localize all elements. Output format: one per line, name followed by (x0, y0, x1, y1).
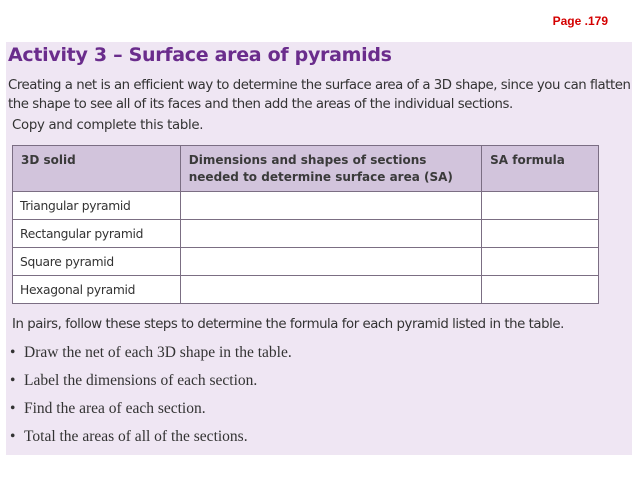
header-sa-formula: SA formula (482, 146, 599, 192)
row-formula-cell[interactable] (482, 192, 599, 220)
table-row (13, 192, 599, 220)
table-row (13, 276, 599, 304)
pairs-instruction: In pairs, follow these steps to determine the formula for each pyramid listed in the table. (12, 317, 564, 332)
header-3d-solid: 3D solid (13, 146, 181, 192)
activity-intro: Creating a net is an efficient way to determine the surface area of a 3D shape, since you can flatten the shape to see all of its faces and then add the areas of the individual sections. (8, 78, 631, 112)
table-row (13, 248, 599, 276)
row-solid: Rectangular pyramid (13, 220, 181, 248)
step-text: Label the dimensions of each section. (24, 372, 258, 389)
row-dimensions-cell[interactable] (180, 248, 481, 276)
steps-list (10, 343, 292, 455)
table-header-row (13, 146, 599, 192)
row-formula-cell[interactable] (482, 220, 599, 248)
step-text: Draw the net of each 3D shape in the table. (24, 344, 292, 361)
row-formula-cell[interactable] (482, 276, 599, 304)
bullet-icon: • (10, 372, 16, 389)
row-solid: Triangular pyramid (13, 192, 181, 220)
bullet-icon: • (10, 400, 16, 417)
step-text: Total the areas of all of the sections. (24, 428, 248, 445)
row-dimensions-cell[interactable] (180, 220, 481, 248)
activity-panel (6, 42, 632, 455)
list-item (10, 399, 292, 427)
bullet-icon: • (10, 428, 16, 445)
table-instruction: Copy and complete this table. (12, 118, 204, 133)
step-text: Find the area of each section. (24, 400, 206, 417)
page-number: Page .179 (552, 14, 608, 28)
list-item (10, 427, 292, 455)
row-solid: Hexagonal pyramid (13, 276, 181, 304)
row-dimensions-cell[interactable] (180, 276, 481, 304)
surface-area-table (12, 145, 599, 304)
bullet-icon: • (10, 344, 16, 361)
row-solid: Square pyramid (13, 248, 181, 276)
header-dimensions: Dimensions and shapes of sections needed to determine surface area (SA) (180, 146, 481, 192)
list-item (10, 371, 292, 399)
activity-title: Activity 3 – Surface area of pyramids (8, 44, 392, 66)
table-row (13, 220, 599, 248)
row-dimensions-cell[interactable] (180, 192, 481, 220)
list-item (10, 343, 292, 371)
row-formula-cell[interactable] (482, 248, 599, 276)
